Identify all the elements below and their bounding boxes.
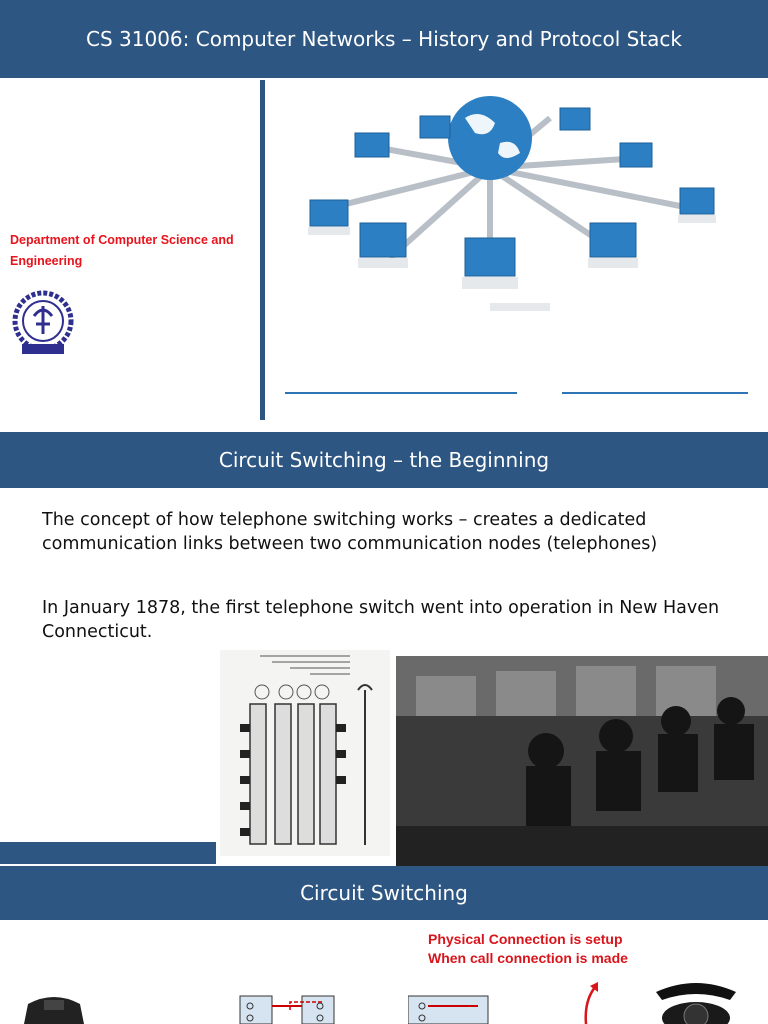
switch-icon: [408, 990, 518, 1024]
annotation-line-1: Physical Connection is setup: [428, 931, 623, 947]
up-arrow-icon: [578, 980, 608, 1024]
slide3-title: Circuit Switching: [300, 881, 468, 905]
slide1-body: [0, 78, 768, 432]
accent-line-left: [285, 392, 517, 394]
slide2-title: Circuit Switching – the Beginning: [218, 448, 550, 472]
slide1-divider: [260, 80, 265, 420]
annotation: [428, 930, 628, 968]
slide2-accent-strip: [0, 842, 216, 864]
rotary-telephone-icon: [648, 978, 744, 1024]
slide3-title-bar: [0, 866, 768, 920]
switchboard-diagram-icon: [220, 650, 390, 856]
slide2-paragraph-1: The concept of how telephone switching works – creates a dedicated communication links between two communication nodes (telephones): [42, 510, 658, 554]
slide2-title-bar: [0, 432, 768, 488]
slide3-body: [0, 920, 768, 1024]
accent-line-right: [562, 392, 748, 394]
annotation-line-2: When call connection is made: [428, 950, 628, 966]
slide1-title-bar: [0, 0, 768, 78]
slide1-title: CS 31006: Computer Networks – History and Protocol Stack: [86, 27, 682, 51]
slide2-body: [0, 488, 768, 866]
slide2-paragraph-2: In January 1878, the first telephone switch went into operation in New Haven Connecticut.: [42, 598, 720, 642]
institute-seal-icon: [12, 288, 74, 358]
switch-icon: [232, 990, 342, 1024]
department-name: Department of Computer Science and Engineering: [10, 233, 234, 268]
operators-photo-icon: [396, 656, 768, 866]
telephone-icon: [14, 990, 94, 1024]
global-network-icon: [290, 88, 730, 338]
